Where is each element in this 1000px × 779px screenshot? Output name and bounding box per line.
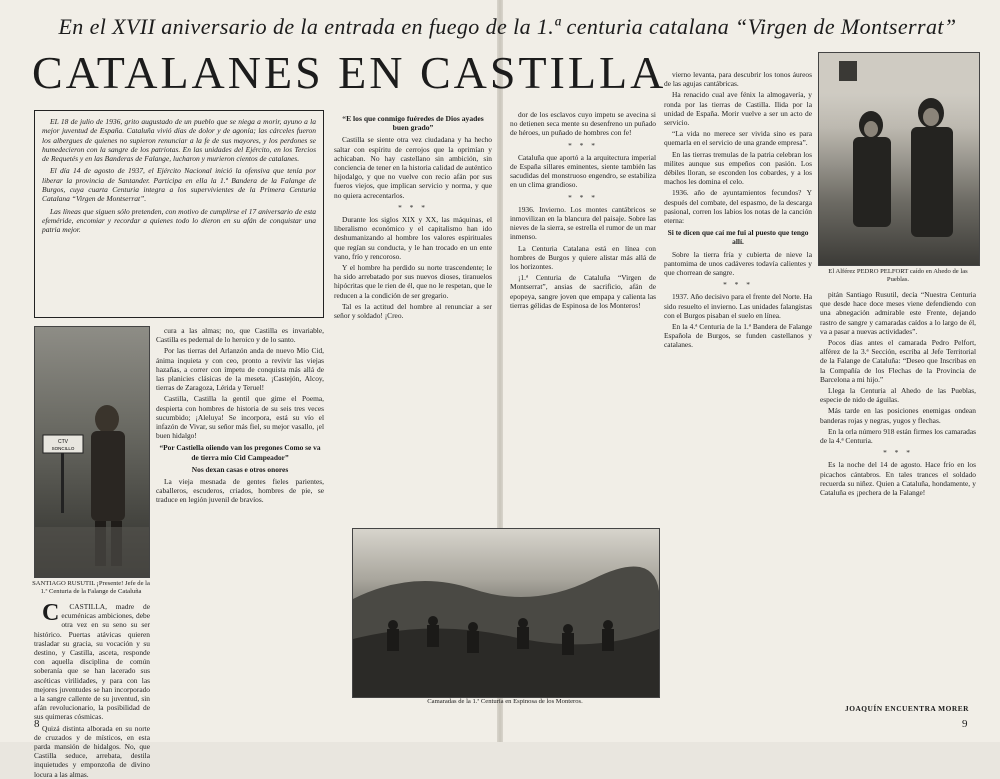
column-5-paragraph: 1937. Año decisivo para el frente del Norte. Ha sido resuelto el invierno. Las unidades falangistas con el Burgos pisaban el suelo en línea. (664, 292, 812, 320)
separator-dots: * * * (883, 448, 913, 458)
column-5-paragraph: Sobre la tierra fría y cubierta de nieve la pantomima de unos cadáveres todavía calientes y que chorrean de sangre. (664, 249, 812, 278)
poem-quote: “Por Castiella oiiendo van los pregones Como se va de tierra mio Cid Campeador” (159, 443, 321, 462)
photo-camaradas (352, 528, 660, 698)
drop-cap: C (42, 600, 60, 626)
column-4 (510, 110, 656, 528)
column-3-paragraph: Castilla se siente otra vez ciudadana y ha hecho saltar con espíritu de cerrojos que la oprimían y achicaban. No hay castellano sin ambición, sin conciencia de tener en la historia calidad de auténtico hijodalgo, y que no vuelve con recio afán por sus fueros viejos, que implican servicio y norma, y que no quiera acrecentarlos. (334, 135, 493, 200)
column-6-paragraph: Pocos días antes el camarada Pedro Pelfort, alférez de la 3.ª Sección, escriba al Jefe Territorial de la Falange de Cataluña: “Deseo que Inscribas en la Compañía de los Flechas de la Provincia de Barcelona a mi hijo.” (820, 338, 976, 384)
poem-quote-2: Nos dexan casas e otros onores (191, 464, 289, 474)
intro-paragraph: Las líneas que siguen sólo pretenden, con motivo de cumplirse el 17 aniversario de esta efeméride, encomiar y recordar a quienes todo lo dieron en su afán de conquistar una patria mejor. (42, 206, 316, 235)
column-6-paragraph: En la orla número 918 están firmes los camaradas de la 4.ª Centuria. (820, 426, 976, 446)
column-4-paragraph: Cataluña que aportó a la arquitectura imperial de España sillares eminentes, siente también las sacudidas del monstruoso engendro, se estabiliza en un clima grandioso. (510, 152, 656, 190)
column-6-paragraph: pitán Santiago Rusutil, decía “Nuestra Centuria que desde hace doce meses viene defendiendo con una abnegación admirable este Frente, dejando rastro de sangre y camaradas caídos a lo largo de él, va a pasar a nuevas actividades”. (820, 290, 976, 336)
article-kicker: En el XVII aniversario de la entrada en fuego de la 1.ª centuria catalana “Virgen de Montserrat” (58, 14, 957, 39)
column-6 (820, 290, 976, 702)
song-quote: Si te dicen que caí me fui al puesto que tengo allí. (667, 228, 809, 247)
column-3 (334, 110, 492, 528)
column-4-paragraph: La Centuria Catalana está en línea con hombres de Burgos y quiere alistar más allá de los horizontes. (510, 243, 656, 272)
column-4-paragraph: dor de los esclavos cuyo impetu se avecina si no detienen seca mente su desenfreno un puñado de héroes, un puñado de hombres con fe! (510, 110, 656, 138)
column-5-paragraph: 1936. año de ayuntamientos fecundos? Y después del combate, del espasmo, de la descarga pasional, corren los labios los notas de la canción eterna: (664, 188, 812, 226)
page-number-left: 8 (34, 718, 40, 730)
column-6-paragraph: Llega la Centuria al Ahedo de las Pueblas, especie de nido de águilas. (820, 386, 976, 405)
photo-pelfort-illustration (819, 53, 979, 265)
column-6-paragraph: Es la noche del 14 de agosto. Hace frío en los picachos cántabros. En tales trances el soldado recuerda su niñez. Quien a Cataluña, hondamente, y Cataluña es ¡pechera de la Falange! (820, 460, 976, 498)
separator-dots: * * * (723, 280, 753, 290)
column-2 (156, 326, 324, 714)
column-3-paragraph: Tal es la actitud del hombre al renunciar a ser señor y soldado! ¡Creo. (334, 301, 492, 321)
column-5-paragraph: vierno levanta, para descubrir los tonos áureos de las agujas cantábricas. (664, 70, 812, 89)
photo-pelfort-caption: El Alférez PEDRO PELFORT caído en Ahedo de las Pueblas. (828, 268, 968, 283)
intro-paragraph: EL 18 de julio de 1936, grito augustado de un pueblo que se niega a morir, ayuno a la mejor juventud de España. Cataluña vivió días de dolor y de agonía; las cárceles fueron los albergues de quienes no supieron renunciar a la fe de sus mayores, y los perdones se humedecieron con la sangre de los patriotas. En las unidades del Ejército, en los Tercios de Requetés y en las Banderas de Falange, lucharon y murieron cientos de catalanes. (42, 117, 316, 164)
photo-rusutil (34, 326, 150, 578)
column-2-paragraph: La vieja mesnada de gentes fieles parientes, caballeros, escuderos, criados, hombres de pie, se traduce en legión juvenil de bravíos. (156, 477, 324, 505)
column-1-paragraph: Quizá distinta alborada en su norte de cruzados y de místicos, en esta parda mansión de hidalgos. No, que Castilla seduce, arrebata, destila inquietudes y emponzoña de divino locura a las almas. (34, 723, 150, 779)
svg-text:SONCILLO: SONCILLO (51, 446, 75, 451)
column-2-paragraph: Castilla, Castilla la gentil que gime el Poema, despierta con hombres de historia de su seis tres veces sucumbido; ¡Aleluya! Se incorpora, está su vío el infazón de Vivar, su señor más fiel, su mejor vasallo, ¡el buen hidalgo! (156, 394, 324, 441)
column-5-paragraph: Ha renacido cual ave fénix la almogavería, y ronda por las tierras de Castilla. Ilida por la unidad de España. Morir vuelve a ser un acto de servicio. (664, 90, 812, 128)
column-1-paragraph: C CASTILLA, madre de ecuménicas ambiciones, debe otra vez en su seno su ser histórico. Puertas atávicas quieren trasladar su gracia, su vocación y su destino, y Castilla, asceta, responde con aquella disciplina de común soberanía que se han lacerado sus ascéticas virilidades, y para con las mejores juventudes se han incorporado a la sangre callente de su juventud, sin afán revolucionario, la posibilidad de sus quimeras cósmicas. (34, 600, 150, 722)
column-3-paragraph: Y el hombre ha perdido su norte trascendente; le ha sido arrebatado por sus nuevos dioses, tiranuelos hipócritas que le rien de él, que no le respetan, que le reducen a la condición de ser gregario. (334, 263, 492, 300)
photo-rusutil-illustration (35, 327, 149, 577)
column-4-paragraph: ¡1.ª Centuria de Cataluña “Virgen de Montserrat”, ansias de sacrificio, afán de epopeya, sangre joven que empapa y calienta las tierras gélidas de Espinosa de los Monteros! (510, 273, 656, 310)
column-2-paragraph: Por las tierras del Arlanzón anda de nuevo Mío Cid, ánima inquieta y con ceo, pronto a revivir las viejas hazañas, a correr con ímpetu de conquista más allá de las planicies clásicas de la meseta. ¡Castejón, Alcoy, tierras de Zaragoza, Lérida y Teruel! (156, 346, 324, 393)
photo-camaradas-illustration (353, 529, 659, 697)
photo-camaradas-caption: Camaradas de la 1.ª Centuria en Espinosa de los Monteros. (427, 698, 583, 705)
separator-dots: * * * (398, 202, 428, 212)
column-5-paragraph: “La vida no merece ser vivida sino es para quemarla en el servicio de una grande empresa”. (664, 129, 812, 148)
intro-paragraph: El día 14 de agosto de 1937, el Ejército Nacional inició la ofensiva que tenía por liberar la provincia de Santander. Participa en ella la 1.ª Bandera de la Falange de Burgos, cuya cuarta Centuria integra a los supervivientes de la Primera Centuria Catalana “Virgen de Montserrat”. (42, 166, 316, 204)
article-title: CATALANES EN CASTILLA (32, 47, 667, 98)
photo-rusutil-caption: SANTIAGO RUSUTIL ¡Presente! Jefe de la 1.ª Centuria de la Falange de Cataluña (32, 580, 150, 595)
column-5-paragraph: En las tierras tremulas de la patria celebran los milites aunque sus empeños con pasión. Los débiles lloran, se esconden los cobardes, y a los machos les domina el celo. (664, 149, 812, 187)
column-5-paragraph: En la 4.ª Centuria de la 1.ª Bandera de Falange Española de Burgos, se funden castellanos y catalanes. (664, 322, 812, 350)
road-sign-text: CTV (58, 439, 68, 445)
photo-pelfort (818, 52, 980, 266)
separator-dots: * * * (568, 192, 598, 202)
column-3-paragraph: Durante los siglos XIX y XX, las máquinas, el liberalismo económico y el capitalismo han ido deshumanizando al hombre los valores espirituales que regían su conducta, y le han trocado en un ente vano, frío y rencoroso. (334, 215, 492, 261)
separator-dots: * * * (568, 140, 598, 150)
column-2-paragraph: cura a las almas; no, que Castilla es invariable, Castilla es pedernal de lo heroico y de lo santo. (156, 326, 324, 345)
column-5 (664, 70, 812, 714)
column-4-paragraph: 1936. Invierno. Los montes cantábricos se inmovilizan en la blancura del paisaje. Sobre las nieves de la sierra, se estrella el rumor de un mar inmenso. (510, 204, 656, 242)
author-signature: JOAQUÍN ENCUENTRA MORER (845, 704, 970, 713)
column-1 (34, 600, 150, 779)
column-6-paragraph: Más tarde en las posiciones enemigas ondean banderas rojas y negras, yugos y flechas. (820, 406, 976, 425)
section-subhead: “E los que conmigo fuéredes de Dios ayades buen grado” (342, 114, 484, 133)
page-number-right: 9 (962, 718, 968, 730)
intro-box (34, 110, 324, 318)
